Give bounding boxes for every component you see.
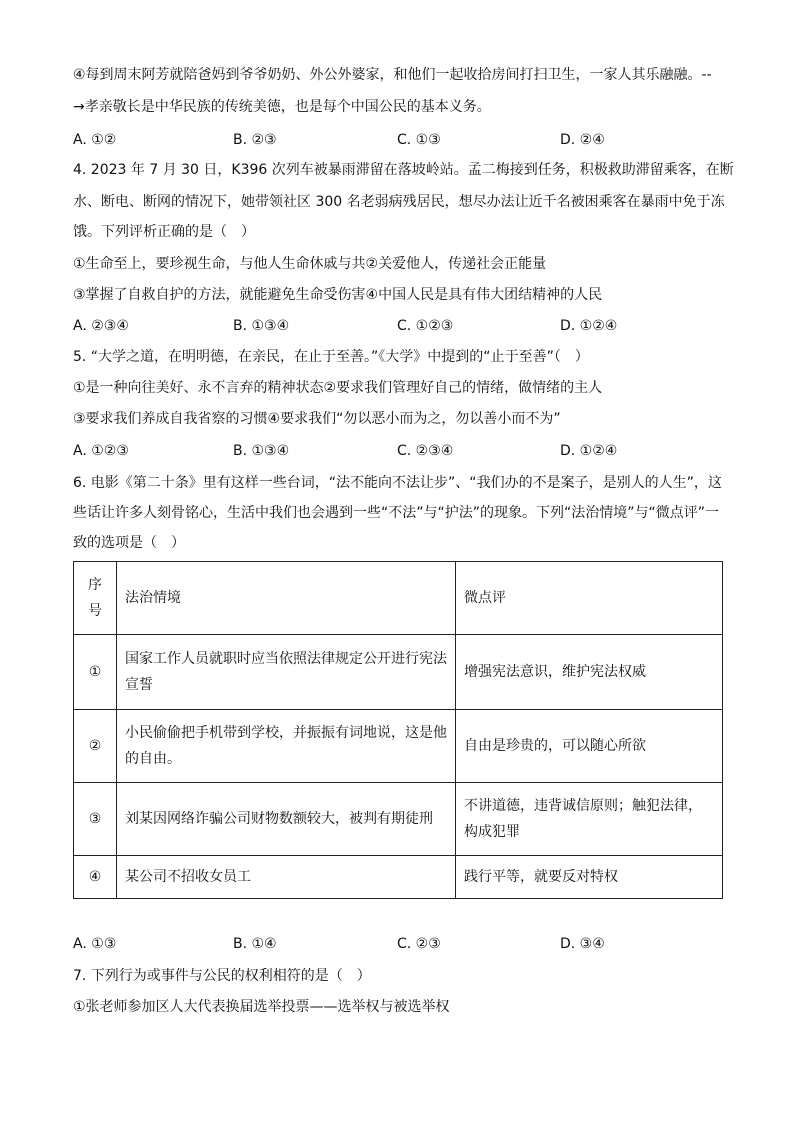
q4-option-b[interactable]: B. ①③④	[233, 318, 290, 334]
q6-stem-line2: 些话让许多人刻骨铭心，生活中我们也会遇到一些“不法”与“护法”的现象。下列“法治情境”与“微点评”一	[73, 505, 720, 521]
q6-option-c[interactable]: C. ②③	[397, 936, 441, 952]
table-row	[74, 856, 723, 899]
row-number: ②	[74, 710, 117, 783]
q7-statement-1: ①张老师参加区人大代表换届选举投票——选举权与被选举权	[73, 999, 450, 1015]
q3-option-b[interactable]: B. ②③	[233, 132, 277, 148]
q5-statements-2: ③要求我们养成自我省察的习惯④要求我们“勿以恶小而为之，勿以善小而不为”	[73, 411, 561, 427]
q4-stem-line2: 水、断电、断网的情况下，她带领社区 300 名老弱病残居民，想尽办法让近千名被困乘客在暴雨中免于冻	[73, 194, 725, 210]
table-row	[74, 710, 723, 783]
q4-stem-line1: 4. 2023 年 7 月 30 日，K396 次列车被暴雨滞留在落坡岭站。孟二梅接到任务，积极救助滞留乘客，在断	[73, 162, 734, 178]
q6-options	[73, 934, 723, 954]
row-comment: 践行平等，就要反对特权	[456, 856, 723, 899]
row-comment: 增强宪法意识，维护宪法权威	[456, 635, 723, 710]
q5-stem: 5. “大学之道，在明明德，在亲民，在止于至善。”《大学》中提到的“止于至善”（ ）	[73, 349, 589, 365]
row-comment: 自由是珍贵的，可以随心所欲	[456, 710, 723, 783]
row-number: ③	[74, 783, 117, 856]
header-number: 序号	[74, 562, 117, 635]
q4-option-d[interactable]: D. ①②④	[560, 318, 618, 334]
q5-option-b[interactable]: B. ①③④	[233, 443, 290, 459]
q7-stem: 7. 下列行为或事件与公民的权利相符的是（ ）	[73, 968, 371, 984]
header-comment: 微点评	[456, 562, 723, 635]
q4-options	[73, 316, 723, 336]
q3-options	[73, 130, 723, 150]
q4-option-c[interactable]: C. ①②③	[397, 318, 454, 334]
table-row	[74, 635, 723, 710]
row-scenario: 刘某因网络诈骗公司财物数额较大，被判有期徒刑	[117, 783, 456, 856]
header-scenario: 法治情境	[117, 562, 456, 635]
q6-table	[73, 561, 723, 899]
q4-statements-2: ③掌握了自救自护的方法，就能避免生命受伤害④中国人民是具有伟大团结精神的人民	[73, 287, 603, 303]
q4-stem-line3: 饿。下列评析正确的是（ ）	[73, 224, 255, 240]
q5-option-c[interactable]: C. ②③④	[397, 443, 454, 459]
row-scenario: 国家工作人员就职时应当依照法律规定公开进行宪法宣誓	[117, 635, 456, 710]
row-scenario: 小民偷偷把手机带到学校，并振振有词地说，这是他的自由。	[117, 710, 456, 783]
q6-option-a[interactable]: A. ①③	[73, 936, 117, 952]
q6-stem-line3: 致的选项是（ ）	[73, 535, 185, 551]
row-scenario: 某公司不招收女员工	[117, 856, 456, 899]
q3-statement-4: ④每到周末阿芳就陪爸妈到爷爷奶奶、外公外婆家，和他们一起收拾房间打扫卫生，一家人其乐融融。--	[73, 67, 712, 83]
q6-option-b[interactable]: B. ①④	[233, 936, 277, 952]
row-comment: 不讲道德，违背诚信原则；触犯法律，构成犯罪	[456, 783, 723, 856]
q3-statement-4-conclusion: →孝亲敬长是中华民族的传统美德，也是每个中国公民的基本义务。	[73, 99, 491, 115]
q5-options	[73, 441, 723, 461]
q3-option-a[interactable]: A. ①②	[73, 132, 117, 148]
q3-option-c[interactable]: C. ①③	[397, 132, 441, 148]
q3-option-d[interactable]: D. ②④	[560, 132, 605, 148]
q5-statements-1: ①是一种向往美好、永不言弃的精神状态②要求我们管理好自己的情绪，做情绪的主人	[73, 380, 603, 396]
q4-statements-1: ①生命至上，要珍视生命，与他人生命休戚与共②关爱他人，传递社会正能量	[73, 256, 547, 272]
q5-option-d[interactable]: D. ①②④	[560, 443, 618, 459]
q5-option-a[interactable]: A. ①②③	[73, 443, 129, 459]
q6-stem-line1: 6. 电影《第二十条》里有这样一些台词，“法不能向不法让步”、“我们办的不是案子，是别人的人生”，这	[73, 475, 722, 491]
table-header-row	[74, 562, 723, 635]
q4-option-a[interactable]: A. ②③④	[73, 318, 129, 334]
row-number: ①	[74, 635, 117, 710]
row-number: ④	[74, 856, 117, 899]
table-row	[74, 783, 723, 856]
q6-option-d[interactable]: D. ③④	[560, 936, 605, 952]
